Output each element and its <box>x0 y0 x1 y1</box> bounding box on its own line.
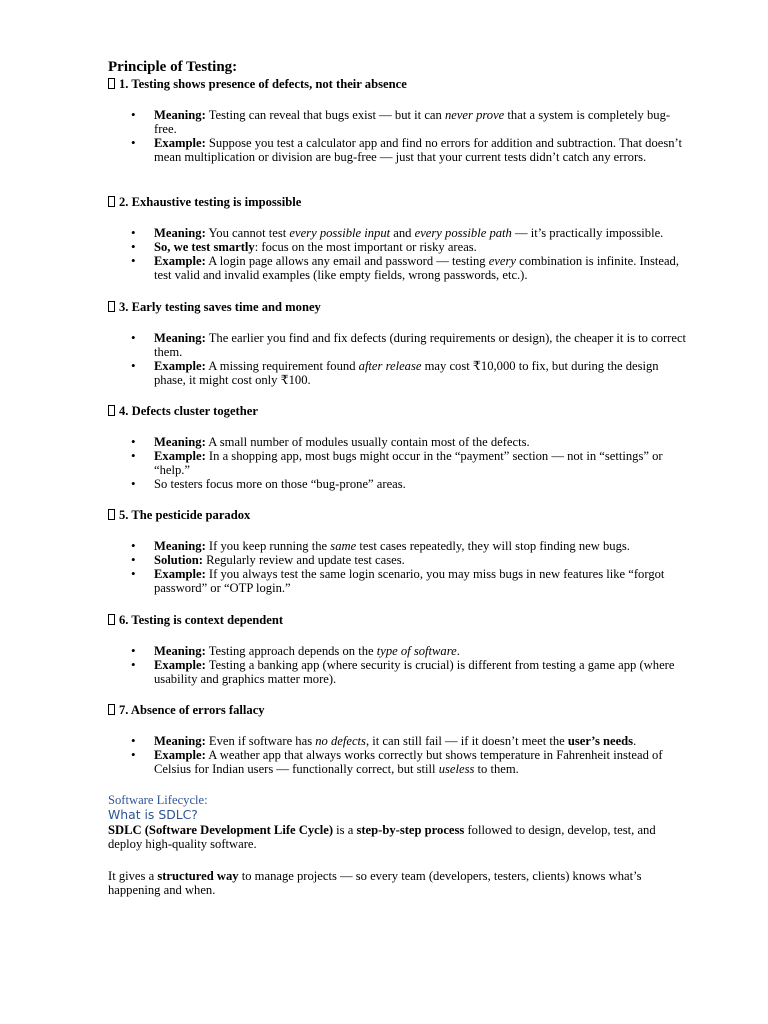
list-item: • Example: A login page allows any email and password — testing every combination is infinite. Instead, test valid and invalid examples (like empty fields, wrong passwords, etc.). <box>108 254 688 282</box>
list-item: • Example: Suppose you test a calculator app and find no errors for addition and subtraction. That doesn’t mean multiplication or division are bug-free — just that your current tests didn’t catch any errors. <box>108 136 688 164</box>
principle-heading: 7. Absence of errors fallacy <box>108 703 688 717</box>
principle-7-list <box>108 734 688 776</box>
principle-heading: 1. Testing shows presence of defects, not their absence <box>108 77 688 91</box>
list-item: • Meaning: If you keep running the same test cases repeatedly, they will stop finding new bugs. <box>108 539 688 553</box>
principle-heading: 2. Exhaustive testing is impossible <box>108 195 688 209</box>
principle-3-list <box>108 331 688 387</box>
principle-heading: 6. Testing is context dependent <box>108 613 688 627</box>
principle-1-list <box>108 108 688 164</box>
principle-heading: 3. Early testing saves time and money <box>108 300 688 314</box>
missing-glyph-icon <box>108 78 115 89</box>
list-item: • So, we test smartly: focus on the most important or risky areas. <box>108 240 688 254</box>
sdlc-heading: What is SDLC? <box>108 807 198 822</box>
missing-glyph-icon <box>108 509 115 520</box>
list-item: • Example: If you always test the same login scenario, you may miss bugs in new features like “forgot password” or “OTP login.” <box>108 567 688 595</box>
principle-2-list <box>108 226 688 282</box>
principle-heading: 5. The pesticide paradox <box>108 508 688 522</box>
list-item: • Example: A weather app that always works correctly but shows temperature in Fahrenheit instead of Celsius for Indian users — functionally correct, but still useless to them. <box>108 748 688 776</box>
missing-glyph-icon <box>108 405 115 416</box>
page-title: Principle of Testing: <box>108 59 238 75</box>
principle-heading: 4. Defects cluster together <box>108 404 688 418</box>
list-item: • Meaning: You cannot test every possible input and every possible path — it’s practically impossible. <box>108 226 688 240</box>
sdlc-paragraph: SDLC (Software Development Life Cycle) is a step-by-step process followed to design, develop, test, and deploy high-quality software. <box>108 823 656 851</box>
missing-glyph-icon <box>108 614 115 625</box>
list-item: • Example: Testing a banking app (where security is crucial) is different from testing a game app (where usability and graphics matter more). <box>108 658 688 686</box>
missing-glyph-icon <box>108 704 115 715</box>
list-item: • Solution: Regularly review and update test cases. <box>108 553 688 567</box>
list-item: • Meaning: Testing can reveal that bugs exist — but it can never prove that a system is completely bug-free. <box>108 108 688 136</box>
principle-4-list <box>108 435 688 491</box>
list-item: • Meaning: Testing approach depends on the type of software. <box>108 644 688 658</box>
list-item: • Example: In a shopping app, most bugs might occur in the “payment” section — not in “settings” or “help.” <box>108 449 688 477</box>
missing-glyph-icon <box>108 196 115 207</box>
list-item: • Example: A missing requirement found after release may cost ₹10,000 to fix, but during the design phase, it might cost only ₹100. <box>108 359 688 387</box>
lifecycle-heading: Software Lifecycle: <box>108 793 208 807</box>
list-item: • Meaning: Even if software has no defects, it can still fail — if it doesn’t meet the user’s needs. <box>108 734 688 748</box>
list-item: • Meaning: The earlier you find and fix defects (during requirements or design), the cheaper it is to correct them. <box>108 331 688 359</box>
missing-glyph-icon <box>108 301 115 312</box>
principle-5-list <box>108 539 688 595</box>
list-item: • Meaning: A small number of modules usually contain most of the defects. <box>108 435 688 449</box>
principle-6-list <box>108 644 688 686</box>
structured-paragraph: It gives a structured way to manage projects — so every team (developers, testers, clients) knows what’s happening and when. <box>108 869 642 897</box>
list-item: • So testers focus more on those “bug-prone” areas. <box>108 477 688 491</box>
